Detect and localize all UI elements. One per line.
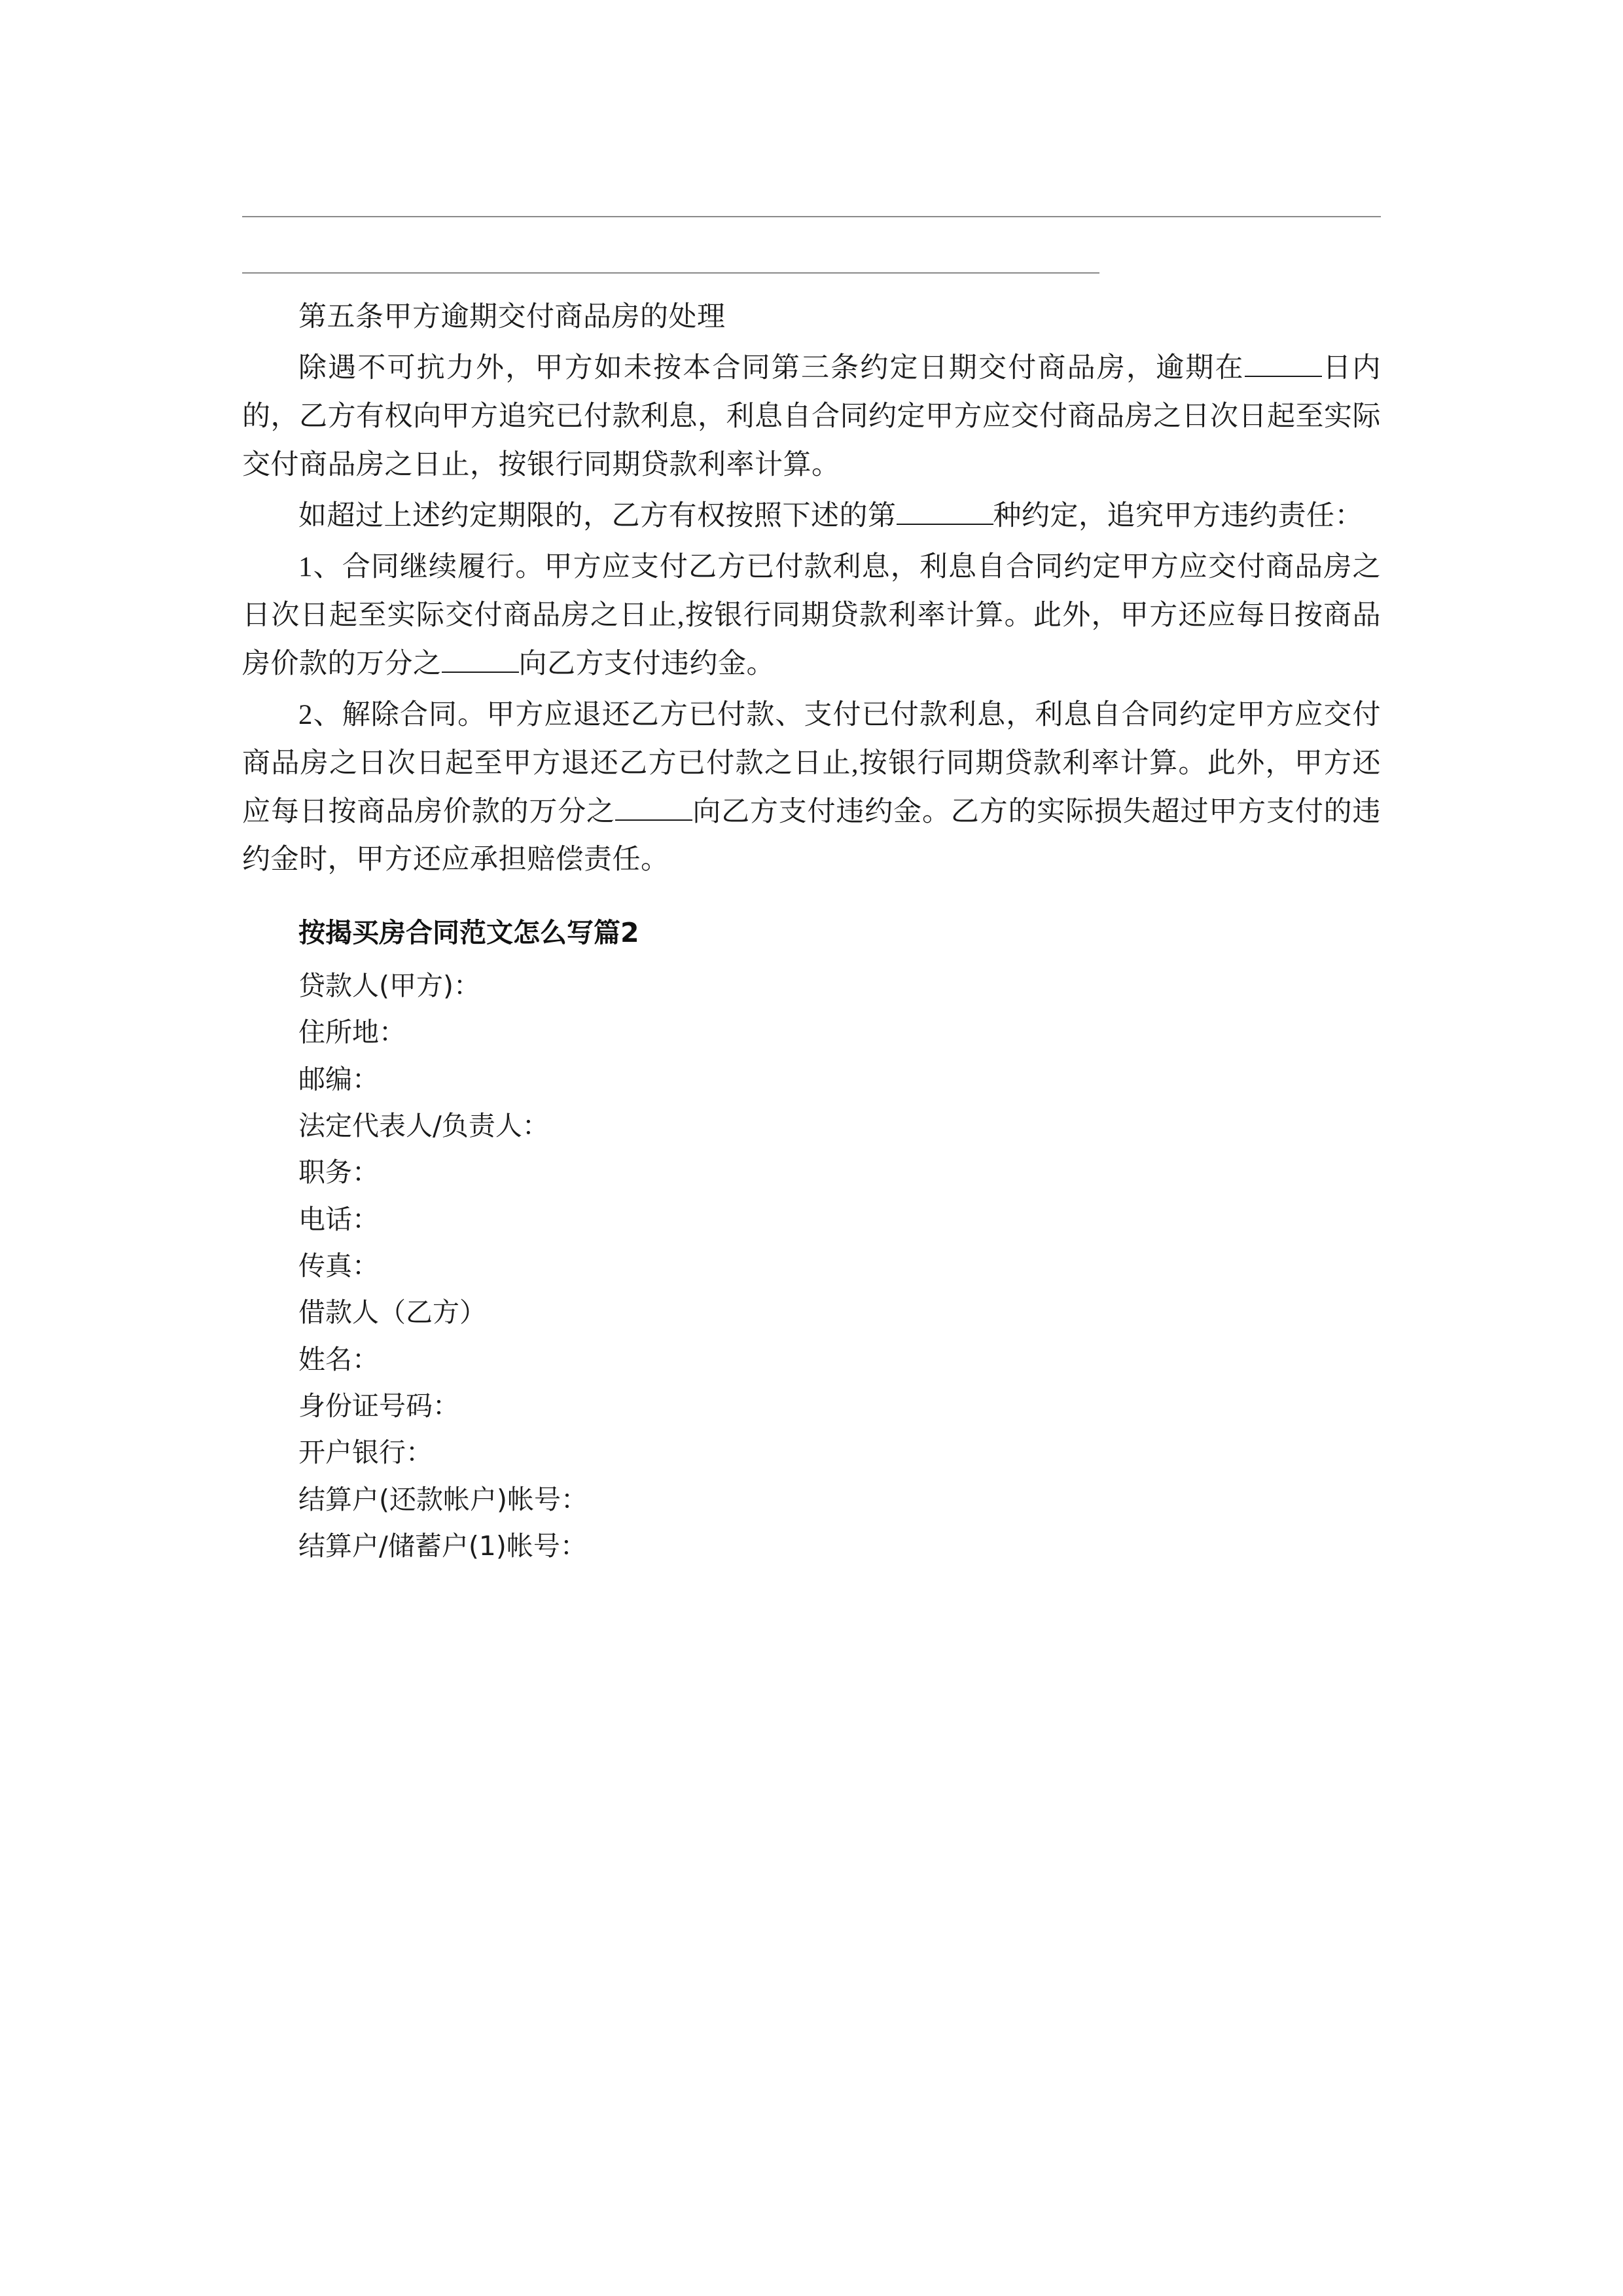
subheading-sample-2: 按揭买房合同范文怎么写篇2 — [298, 917, 639, 949]
field-position: 职务： — [298, 1157, 379, 1189]
list-item-terminate-contract-part1: 2、解除合同。甲方应退还乙方已付款、支付已付款利息，利息自合同约定甲方应交付商品房之日次日起至甲方退还乙方已付款之日止,按银行同期贷款利率计算。此外，甲方还应每日按商品房价款的万分之 — [242, 699, 1381, 827]
blank-days — [1245, 376, 1322, 377]
list-item-continue-performance-part2: 向乙方支付违约金。 — [518, 648, 775, 679]
field-id-number: 身份证号码： — [298, 1390, 459, 1422]
field-address: 住所地： — [298, 1016, 406, 1049]
paragraph-breach-options-part2: 种约定，追究甲方违约责任： — [993, 500, 1363, 531]
field-legal-representative: 法定代表人/负责人： — [298, 1110, 549, 1142]
paragraph-breach-options — [242, 492, 1381, 541]
paragraph-overdue-delivery-part1: 除遇不可抗力外，甲方如未按本合同第三条约定日期交付商品房，逾期在 — [298, 352, 1245, 384]
field-lender: 贷款人(甲方)： — [298, 970, 480, 1002]
list-item-continue-performance-part1: 1、合同继续履行。甲方应支付乙方已付款利息，利息自合同约定甲方应交付商品房之日次日起至实际交付商品房之日止,按银行同期贷款利率计算。此外，甲方还应每日按商品房价款的万分之 — [242, 551, 1381, 679]
section-title: 第五条甲方逾期交付商品房的处理 — [298, 302, 726, 332]
field-borrower: 借款人（乙方） — [298, 1297, 486, 1329]
divider-second — [242, 272, 1099, 274]
blank-penalty-rate-1 — [442, 672, 519, 673]
field-settlement-savings-account: 结算户/储蓄户(1)帐号： — [298, 1530, 587, 1562]
divider-top — [242, 216, 1381, 217]
list-item-terminate-contract-part2: 向乙方支付违约金。乙方的实际损失超过甲方支付的违约金时，甲方还应承担赔偿责任。 — [242, 796, 1382, 876]
field-fax: 传真： — [298, 1250, 379, 1282]
field-settlement-account: 结算户(还款帐户)帐号： — [298, 1483, 588, 1515]
field-postcode: 邮编： — [298, 1063, 379, 1095]
field-name: 姓名： — [298, 1343, 379, 1375]
paragraph-overdue-delivery — [242, 344, 1381, 490]
blank-option-number — [897, 524, 993, 525]
field-bank: 开户银行： — [298, 1437, 433, 1469]
field-phone: 电话： — [298, 1203, 379, 1235]
list-item-continue-performance — [242, 543, 1381, 689]
paragraph-overdue-delivery-part2: 日内的，乙方有权向甲方追究已付款利息，利息自合同约定甲方应交付商品房之日次日起至实际交付商品房之日止，按银行同期贷款利率计算。 — [242, 352, 1382, 480]
paragraph-breach-options-part1: 如超过上述约定期限的，乙方有权按照下述的第 — [298, 500, 897, 531]
blank-penalty-rate-2 — [615, 819, 692, 821]
list-item-terminate-contract — [242, 691, 1381, 885]
document-content — [242, 216, 1381, 1570]
